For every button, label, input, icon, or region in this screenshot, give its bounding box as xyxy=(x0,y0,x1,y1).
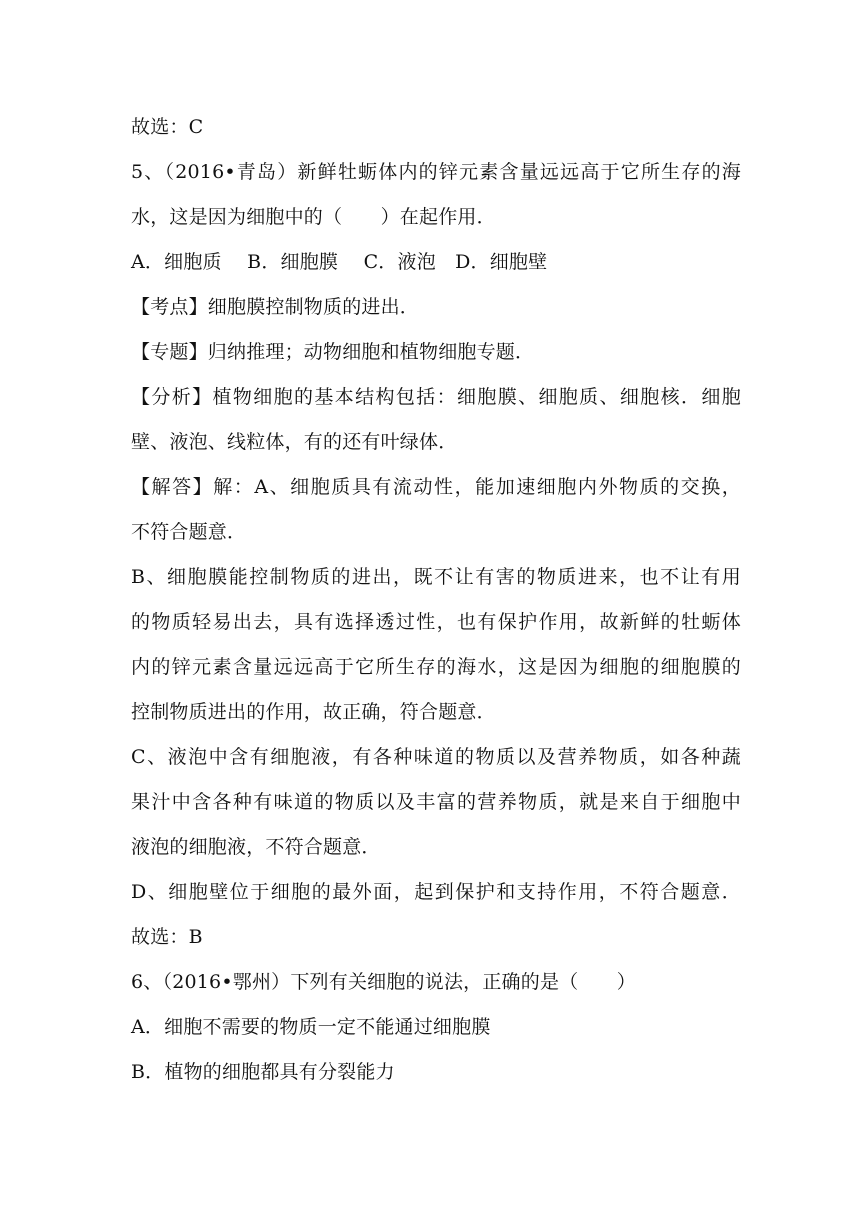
question-5-options: A．细胞质 B．细胞膜 C．液泡 D．细胞壁 xyxy=(131,251,548,273)
question-5-option-c-line-3: 液泡的细胞液，不符合题意． xyxy=(131,836,381,858)
question-5-option-b-line-1: B、细胞膜能控制物质的进出，既不让有害的物质进来，也不让有用 xyxy=(131,566,741,588)
question-6-option-a: A．细胞不需要的物质一定不能通过细胞膜 xyxy=(131,1016,491,1038)
question-6-stem: 6、（2016•鄂州）下列有关细胞的说法，正确的是（ ） xyxy=(131,971,636,993)
question-5-fenxi-line-1: 【分析】植物细胞的基本结构包括：细胞膜、细胞质、细胞核．细胞 xyxy=(131,386,741,408)
question-5-jieda-line-2: 不符合题意． xyxy=(131,521,247,543)
question-5-fenxi-line-2: 壁、液泡、线粒体，有的还有叶绿体． xyxy=(131,431,458,453)
question-5-kaodian: 【考点】细胞膜控制物质的进出． xyxy=(131,296,420,318)
question-5-zhuanti: 【专题】归纳推理；动物细胞和植物细胞专题． xyxy=(131,341,535,363)
question-5-answer: 故选：B xyxy=(131,926,203,948)
question-6-option-b: B．植物的细胞都具有分裂能力 xyxy=(131,1061,395,1083)
question-5-option-c-line-2: 果汁中含各种有味道的物质以及丰富的营养物质，就是来自于细胞中 xyxy=(131,791,741,813)
question-5-stem-line-2: 水，这是因为细胞中的（ ）在起作用． xyxy=(131,206,496,228)
question-5-option-b-line-2: 的物质轻易出去，具有选择透过性，也有保护作用，故新鲜的牡蛎体 xyxy=(131,611,741,633)
question-5-stem-line-1: 5、（2016•青岛）新鲜牡蛎体内的锌元素含量远远高于它所生存的海 xyxy=(131,161,741,183)
question-5-jieda-line-1: 【解答】解：A、细胞质具有流动性，能加速细胞内外物质的交换， xyxy=(131,476,741,498)
question-5-option-b-line-4: 控制物质进出的作用，故正确，符合题意． xyxy=(131,701,496,723)
question-5-option-d: D、细胞壁位于细胞的最外面，起到保护和支持作用，不符合题意． xyxy=(131,881,741,903)
question-5-option-b-line-3: 内的锌元素含量远远高于它所生存的海水，这是因为细胞的细胞膜的 xyxy=(131,656,741,678)
question-5-option-c-line-1: C、液泡中含有细胞液，有各种味道的物质以及营养物质，如各种蔬 xyxy=(131,746,741,768)
answer-line-prev: 故选：C xyxy=(131,116,204,138)
